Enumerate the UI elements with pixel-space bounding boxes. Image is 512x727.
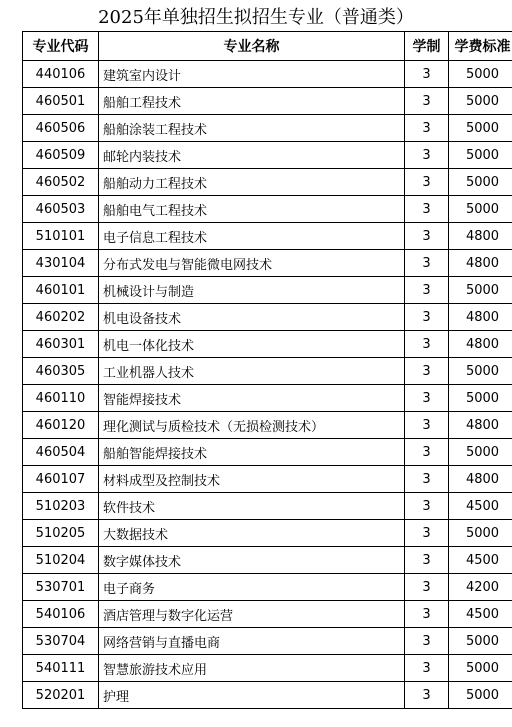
code-cell: 440106 [23,61,99,88]
fee-cell: 5000 [449,628,512,655]
fee-cell: 5000 [449,196,512,223]
fee-cell: 5000 [449,439,512,466]
years-cell: 3 [405,277,449,304]
years-cell: 3 [405,115,449,142]
years-cell: 3 [405,61,449,88]
table-row [23,223,512,250]
fee-cell: 5000 [449,115,512,142]
fee-cell: 4500 [449,493,512,520]
name-cell: 护理 [99,682,405,709]
years-cell: 3 [405,412,449,439]
fee-cell: 4800 [449,331,512,358]
name-cell: 机电一体化技术 [99,331,405,358]
code-cell: 460305 [23,358,99,385]
name-cell: 智能焊接技术 [99,385,405,412]
code-cell: 460509 [23,142,99,169]
majors-table [22,31,512,709]
name-cell: 船舶智能焊接技术 [99,439,405,466]
name-cell: 工业机器人技术 [99,358,405,385]
fee-cell: 5000 [449,520,512,547]
code-cell: 510101 [23,223,99,250]
header-code: 专业代码 [23,32,99,61]
table-row [23,520,512,547]
years-cell: 3 [405,628,449,655]
years-cell: 3 [405,223,449,250]
years-cell: 3 [405,196,449,223]
fee-cell: 5000 [449,655,512,682]
fee-cell: 4200 [449,574,512,601]
header-years: 学制 [405,32,449,61]
table-row [23,142,512,169]
table-row [23,466,512,493]
years-cell: 3 [405,601,449,628]
code-cell: 460202 [23,304,99,331]
fee-cell: 5000 [449,169,512,196]
code-cell: 460107 [23,466,99,493]
years-cell: 3 [405,574,449,601]
years-cell: 3 [405,520,449,547]
code-cell: 510204 [23,547,99,574]
name-cell: 电子商务 [99,574,405,601]
name-cell: 电子信息工程技术 [99,223,405,250]
years-cell: 3 [405,358,449,385]
table-row [23,250,512,277]
code-cell: 530701 [23,574,99,601]
code-cell: 510205 [23,520,99,547]
code-cell: 510203 [23,493,99,520]
table-row [23,601,512,628]
header-fee: 学费标准 [449,32,512,61]
years-cell: 3 [405,304,449,331]
fee-cell: 4800 [449,250,512,277]
table-row [23,61,512,88]
years-cell: 3 [405,142,449,169]
code-cell: 460504 [23,439,99,466]
code-cell: 460501 [23,88,99,115]
fee-cell: 4500 [449,547,512,574]
code-cell: 460101 [23,277,99,304]
code-cell: 530704 [23,628,99,655]
name-cell: 大数据技术 [99,520,405,547]
name-cell: 建筑室内设计 [99,61,405,88]
code-cell: 540106 [23,601,99,628]
header-name: 专业名称 [99,32,405,61]
fee-cell: 5000 [449,88,512,115]
years-cell: 3 [405,331,449,358]
table-row [23,385,512,412]
name-cell: 软件技术 [99,493,405,520]
name-cell: 机电设备技术 [99,304,405,331]
table-row [23,655,512,682]
name-cell: 船舶动力工程技术 [99,169,405,196]
code-cell: 540111 [23,655,99,682]
name-cell: 理化测试与质检技术（无损检测技术） [99,412,405,439]
name-cell: 分布式发电与智能微电网技术 [99,250,405,277]
name-cell: 邮轮内装技术 [99,142,405,169]
fee-cell: 5000 [449,358,512,385]
code-cell: 460120 [23,412,99,439]
years-cell: 3 [405,682,449,709]
name-cell: 机械设计与制造 [99,277,405,304]
table-row [23,304,512,331]
code-cell: 460110 [23,385,99,412]
table-header-row [23,32,512,61]
name-cell: 智慧旅游技术应用 [99,655,405,682]
years-cell: 3 [405,169,449,196]
fee-cell: 5000 [449,277,512,304]
name-cell: 数字媒体技术 [99,547,405,574]
years-cell: 3 [405,250,449,277]
name-cell: 船舶电气工程技术 [99,196,405,223]
table-row [23,358,512,385]
table-row [23,331,512,358]
fee-cell: 4800 [449,412,512,439]
code-cell: 460506 [23,115,99,142]
code-cell: 460301 [23,331,99,358]
name-cell: 船舶工程技术 [99,88,405,115]
table-row [23,439,512,466]
fee-cell: 4500 [449,601,512,628]
table-row [23,574,512,601]
code-cell: 430104 [23,250,99,277]
table-row [23,196,512,223]
table-row [23,412,512,439]
table-row [23,547,512,574]
years-cell: 3 [405,385,449,412]
years-cell: 3 [405,88,449,115]
code-cell: 460502 [23,169,99,196]
name-cell: 船舶涂装工程技术 [99,115,405,142]
years-cell: 3 [405,466,449,493]
years-cell: 3 [405,547,449,574]
name-cell: 酒店管理与数字化运营 [99,601,405,628]
table-row [23,277,512,304]
page-title: 2025年单独招生拟招生专业（普通类） [98,7,414,28]
fee-cell: 5000 [449,682,512,709]
years-cell: 3 [405,655,449,682]
code-cell: 520201 [23,682,99,709]
fee-cell: 4800 [449,466,512,493]
years-cell: 3 [405,493,449,520]
fee-cell: 4800 [449,304,512,331]
table-row [23,115,512,142]
code-cell: 460503 [23,196,99,223]
table-row [23,169,512,196]
fee-cell: 5000 [449,61,512,88]
table-row [23,493,512,520]
fee-cell: 5000 [449,385,512,412]
table-row [23,682,512,709]
name-cell: 材料成型及控制技术 [99,466,405,493]
years-cell: 3 [405,439,449,466]
fee-cell: 5000 [449,142,512,169]
table-body [23,61,512,709]
table-row [23,88,512,115]
fee-cell: 4800 [449,223,512,250]
table-row [23,628,512,655]
name-cell: 网络营销与直播电商 [99,628,405,655]
